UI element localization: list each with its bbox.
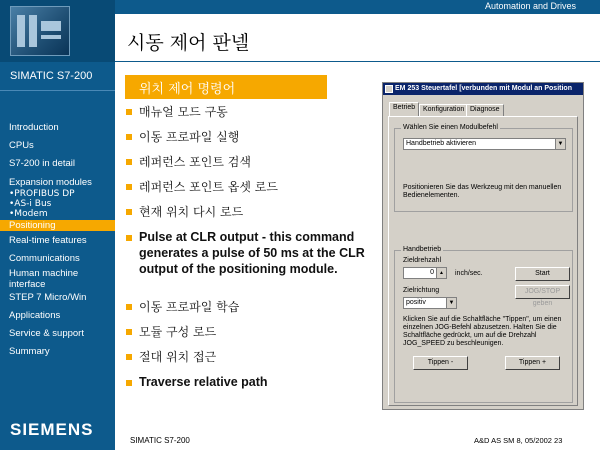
sidebar-product-name: SIMATIC S7-200 xyxy=(10,70,93,82)
sidebar-subitem-as-i-bus[interactable]: •AS-i Bus xyxy=(9,199,52,209)
speed-unit: inch/sec. xyxy=(455,270,483,277)
sidebar-subitem-modem[interactable]: •Modem xyxy=(9,209,48,219)
sidebar-item-s7-200-in-detail[interactable]: S7-200 in detail xyxy=(9,158,76,169)
sidebar-item-step7-microwin[interactable]: STEP 7 Micro/Win xyxy=(9,292,87,303)
mode-description: Positionieren Sie das Werkzeug mit den manuellen Bedienelementen. xyxy=(403,184,562,199)
jog-hint-text: Klicken Sie auf die Schaltfläche "Tippen", um einen einzelnen JOG-Befehl abzusetzen. Halten Sie die Schaltfläche gedrückt, um auf die Drehzahl JOG_SPEED zu beschleunigen. xyxy=(403,316,562,347)
sidebar-item-expansion-modules[interactable]: Expansion modules xyxy=(9,177,92,188)
sidebar-item-communications[interactable]: Communications xyxy=(9,253,80,264)
speed-value: 0 xyxy=(430,269,434,276)
list-item: 현재 위치 다시 로드 xyxy=(126,203,381,229)
sidebar-item-real-time-features[interactable]: Real-time features xyxy=(9,235,87,246)
jog-minus-button[interactable]: Tippen - xyxy=(413,356,468,370)
tab-betrieb[interactable]: Betrieb xyxy=(389,102,419,116)
mode-select[interactable] xyxy=(403,138,566,150)
dialog-panel xyxy=(388,116,578,406)
direction-label: Zielrichtung xyxy=(403,287,440,294)
sidebar-nav xyxy=(0,122,115,364)
page-title: 시동 제어 판넬 xyxy=(127,32,250,54)
spin-arrows-icon[interactable]: ▲ xyxy=(436,268,446,278)
dialog-title: EM 253 Steuertafel [verbunden mit Modul an Position xyxy=(395,85,572,92)
sidebar-item-service-support[interactable]: Service & support xyxy=(9,328,84,339)
top-bar xyxy=(115,0,600,14)
control-panel-dialog xyxy=(382,82,584,410)
jog-stop-button[interactable]: JOG/STOP geben xyxy=(515,285,570,299)
manual-group xyxy=(394,246,573,403)
list-item: 레퍼런스 포인트 옵셋 로드 xyxy=(126,178,381,203)
direction-select[interactable] xyxy=(403,297,457,309)
sidebar-item-cpus[interactable]: CPUs xyxy=(9,140,34,151)
manual-group-label: Handbetrieb xyxy=(403,246,442,253)
window-icon xyxy=(385,85,393,93)
list-item: 매뉴얼 모드 구동 xyxy=(126,103,381,128)
list-item: 절대 위치 접근 xyxy=(126,348,381,374)
dropdown-arrow-icon: ▼ xyxy=(555,139,565,149)
footer-product: SIMATIC S7-200 xyxy=(130,436,190,445)
list-item: Pulse at CLR output - this command generates a pulse of 50 ms at the CLR output of the positioning module. xyxy=(126,229,381,298)
direction-value: positiv xyxy=(406,299,426,306)
mode-group xyxy=(394,124,573,212)
title-divider xyxy=(115,61,600,62)
bullet-list xyxy=(126,103,381,392)
list-item: 레퍼런스 포인트 검색 xyxy=(126,153,381,178)
sidebar-item-introduction[interactable]: Introduction xyxy=(9,122,59,133)
list-item: Traverse relative path xyxy=(126,374,381,392)
sidebar-item-summary[interactable]: Summary xyxy=(9,346,50,357)
siemens-logo: SIEMENS xyxy=(10,420,94,439)
speed-input[interactable] xyxy=(403,267,447,279)
sidebar xyxy=(0,0,115,450)
product-image xyxy=(0,0,115,62)
list-item: 모듈 구성 로드 xyxy=(126,323,381,348)
section-heading: 위치 제어 명령어 xyxy=(125,75,327,99)
sidebar-item-human-machine-interface[interactable]: Human machine interface xyxy=(9,268,79,290)
tab-konfiguration[interactable]: Konfiguration xyxy=(419,104,468,116)
dropdown-arrow-icon: ▼ xyxy=(446,298,456,308)
speed-label: Zieldrehzahl xyxy=(403,257,442,264)
footer-page-info: A&D AS SM 8, 05/2002 23 xyxy=(474,436,563,445)
jog-plus-button[interactable]: Tippen + xyxy=(505,356,560,370)
mode-select-value: Handbetrieb aktivieren xyxy=(406,140,477,147)
tab-diagnose[interactable]: Diagnose xyxy=(466,104,504,116)
sidebar-subitem-profibus-dp[interactable]: •PROFIBUS DP xyxy=(9,189,75,199)
sidebar-item-applications[interactable]: Applications xyxy=(9,310,61,321)
start-button[interactable]: Start xyxy=(515,267,570,281)
brand-tagline: Automation and Drives xyxy=(484,1,576,11)
mode-group-label: Wählen Sie einen Modulbefehl xyxy=(403,124,498,131)
list-item: 이동 프로파일 학습 xyxy=(126,298,381,323)
dialog-titlebar xyxy=(383,83,583,95)
list-item: 이동 프로파일 실행 xyxy=(126,128,381,153)
sidebar-divider xyxy=(0,90,115,91)
sidebar-item-positioning[interactable]: Positioning xyxy=(0,220,115,231)
